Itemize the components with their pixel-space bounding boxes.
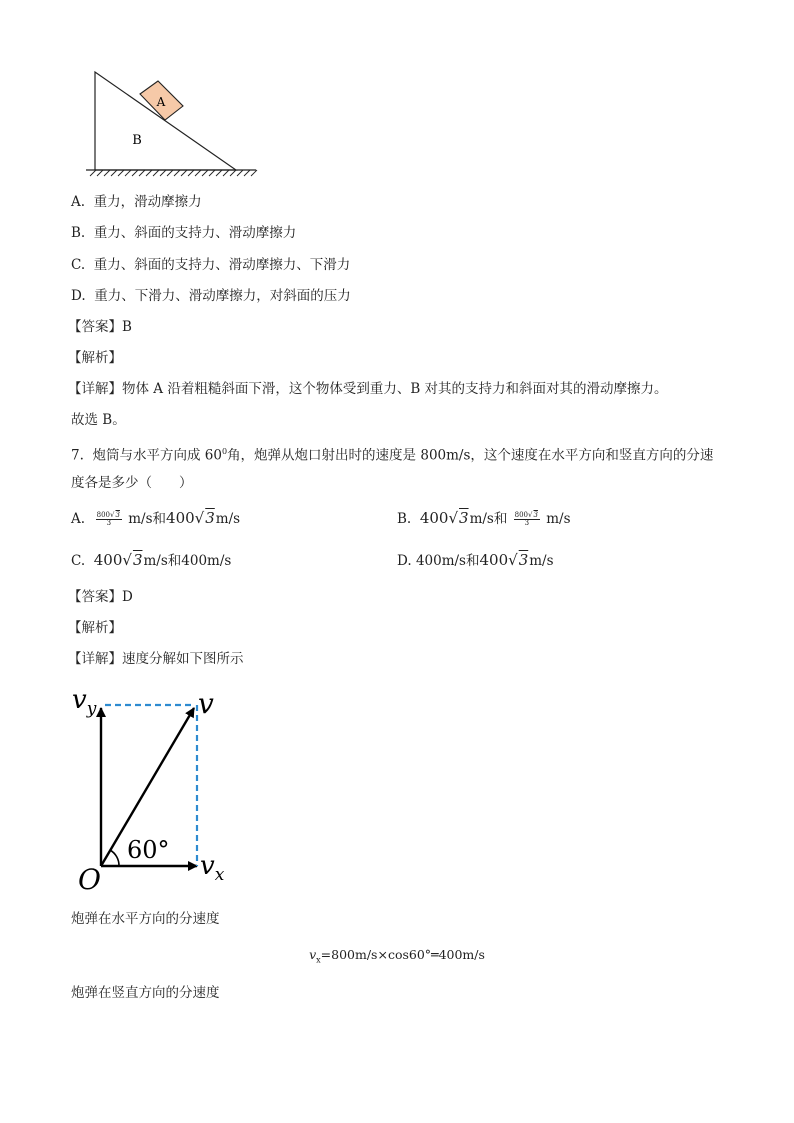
q7-option-c: C. 400√3m/s和400m/s (71, 551, 232, 569)
value-400-root3: 400√3 (479, 551, 529, 569)
horizontal-heading: 炮弹在水平方向的分速度 (71, 911, 220, 927)
incline-diagram (80, 66, 260, 186)
origin-label: O (78, 863, 101, 896)
horizontal-equation: $v_x=800m/s\times\cos 60^\circ═400m/s$ (309, 947, 485, 965)
q7-option-a: A. $\frac{800√3}{3}$ m/s和400√3m/s (71, 509, 241, 527)
option-text: 重力、下滑力、滑动摩擦力，对斜面的压力 (94, 288, 351, 304)
q6-answer: 【答案】B (68, 319, 132, 335)
block-a-label: A (156, 95, 166, 109)
option-letter: B. (71, 225, 86, 241)
q6-option-c (71, 256, 350, 274)
fraction-800-root3-over-3: $\frac{800√3}{3}$ (514, 511, 538, 527)
ground-hatching (90, 170, 257, 176)
q6-option-b (71, 224, 296, 242)
stem-part: 炮筒与水平方向成 60 (92, 447, 222, 464)
v-label: v (198, 687, 214, 720)
option-text: 重力、斜面的支持力、滑动摩擦力 (93, 225, 297, 241)
incline-b-label: B (132, 133, 142, 148)
value-400-root3: 400√3 (93, 551, 143, 569)
q7-analysis-heading: 【解析】 (68, 620, 122, 636)
velocity-diagram (66, 682, 246, 897)
q6-detail: 【详解】物体 A 沿着粗糙斜面下滑，这个物体受到重力、B 对其的支持力和斜面对其的滑动摩擦力。 (68, 381, 668, 397)
q7-stem-line2: 度各是多少（ ） (71, 475, 193, 491)
q7-option-d: D. 400m/s和400√3m/s (397, 551, 554, 569)
option-text: 重力，滑动摩擦力 (93, 194, 202, 210)
option-letter: A. (71, 194, 86, 210)
q6-analysis-heading: 【解析】 (68, 350, 122, 366)
value-400-root3: 400√3 (166, 509, 215, 527)
value-400-root3: 400√3 (419, 509, 469, 527)
incline-figure (80, 66, 260, 186)
q7-answer: 【答案】D (68, 589, 133, 605)
option-letter: D. (71, 288, 86, 304)
q6-option-d (71, 287, 351, 305)
option-letter: A. (71, 511, 86, 527)
angle-arc (110, 850, 119, 866)
stem-part: 角，炮弹从炮口射出时的速度是 800m/s，这个速度在水平方向和竖直方向的分速 (227, 447, 714, 464)
incline-triangle (95, 72, 236, 170)
q7-stem-line1 (71, 443, 713, 465)
option-letter: C. (71, 553, 86, 569)
velocity-figure (66, 682, 246, 897)
stem-superscript: 0 (221, 447, 228, 456)
vertical-heading: 炮弹在竖直方向的分速度 (71, 985, 220, 1001)
option-letter: B. (397, 511, 412, 527)
question-number: 7. (71, 447, 84, 464)
vy-label: $v_y$ (72, 685, 97, 719)
option-letter: D. (397, 553, 412, 569)
option-letter: C. (71, 257, 86, 273)
option-text: 重力、斜面的支持力、滑动摩擦力、下滑力 (93, 257, 351, 273)
fraction-800-root3-over-3: $\frac{800√3}{3}$ (96, 511, 120, 527)
q6-conclusion: 故选 B。 (71, 412, 126, 428)
vx-label: $v_x$ (200, 851, 225, 885)
q6-option-a (71, 193, 202, 211)
q7-detail: 【详解】速度分解如下图所示 (68, 651, 244, 667)
angle-label: 60° (127, 836, 170, 864)
q7-option-b: B. 400√3m/s和 $\frac{800√3}{3}$ m/s (397, 509, 571, 527)
